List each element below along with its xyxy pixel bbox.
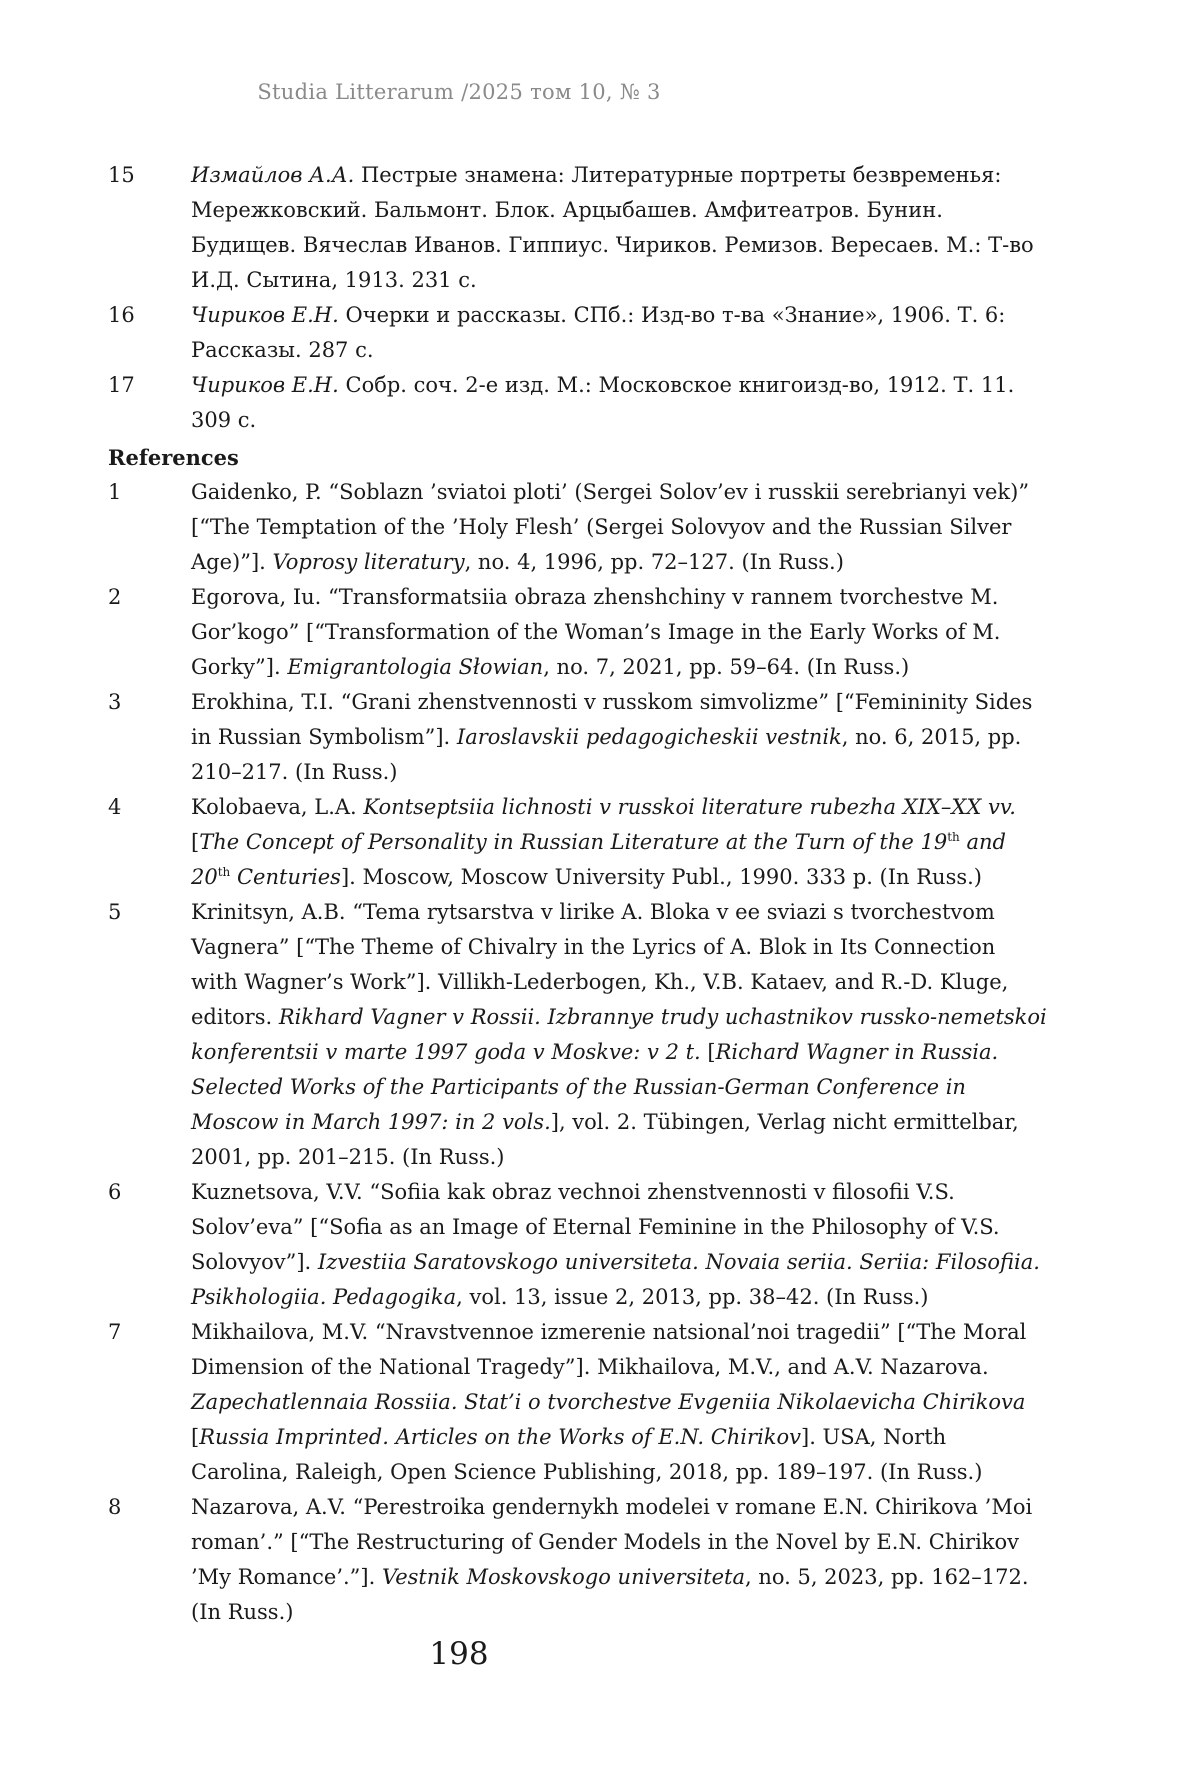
entry-plain: Krinitsyn, A.B. “Tema rytsarstva v lirike A. Bloka v ee sviazi s tvorchestvom Vagnera” [“The Theme of Chivalry in the Lyrics of A. Blok in Its Connection with Wagner’s Work”]. Villikh-Lederbogen, Kh., V.B. Kataev, and R.-D. Kluge, editors. — [191, 900, 1009, 1029]
entry-italic: Kontseptsiia lichnosti v russkoi literature rubezha XIX–XX vv. — [363, 795, 1016, 819]
entry-body: Очерки и рассказы. СПб.: Изд-во т-ва «Знание», 1906. Т. 6: Рассказы. 287 с. — [191, 303, 1006, 362]
entry-number: 16 — [108, 303, 135, 327]
entry-number: 6 — [108, 1180, 122, 1204]
entry-italic: Izvestiia Saratovskogo universiteta. Novaia seriia. Seriia: Filosofiia. Psikhologiia. Pedagogika — [191, 1250, 1040, 1309]
entry-plain: , no. 6, 2015, pp. 210–217. (In Russ.) — [191, 725, 1022, 784]
entry-italic: Voprosy literatury — [272, 550, 465, 574]
entry-text — [191, 1175, 1048, 1315]
entry-number: 3 — [108, 690, 122, 714]
page-number: 198 — [429, 1636, 489, 1672]
entry-plain: , no. 7, 2021, pp. 59–64. (In Russ.) — [543, 655, 910, 679]
list-item — [108, 790, 1048, 895]
entry-text — [191, 790, 1048, 895]
entry-author: Чириков Е.Н. — [191, 303, 339, 327]
entry-plain: ]. Moscow, Moscow University Publ., 1990. 333 p. (In Russ.) — [340, 865, 982, 889]
entry-superscript: th — [217, 865, 231, 879]
entry-plain: Nazarova, A.V. “Perestroika gendernykh modelei v romane E.N. Chirikova ’Moi roman’.” [“The Restructuring of Gender Models in the Novel by E.N. Chirikov ’My Romance’.”]. — [191, 1495, 1033, 1589]
list-item — [108, 475, 1048, 580]
entry-text — [191, 368, 1048, 438]
entry-text — [191, 1490, 1048, 1630]
entry-italic: Emigrantologia Słowian — [287, 655, 544, 679]
list-item — [108, 895, 1048, 1175]
entry-text — [191, 158, 1048, 298]
entry-italic: Richard Wagner in Russia. Selected Works of the Participants of the Russian-German Conference in Moscow in March 1997: in 2 vols. — [191, 1040, 999, 1134]
list-item — [108, 298, 1048, 368]
entry-plain: ]. USA, North Carolina, Raleigh, Open Science Publishing, 2018, pp. 189–197. (In Russ.) — [191, 1425, 983, 1484]
list-item — [108, 368, 1048, 438]
entry-number: 17 — [108, 373, 135, 397]
entry-plain: Kuznetsova, V.V. “Sofiia kak obraz vechnoi zhenstvennosti v filosofii V.S. Solov’eva” [“Sofia as an Image of Eternal Feminine in the Philosophy of V.S. Solovyov”]. — [191, 1180, 1000, 1274]
entry-plain: , vol. 13, issue 2, 2013, pp. 38–42. (In Russ.) — [456, 1285, 929, 1309]
entry-text — [191, 685, 1048, 790]
entry-number: 4 — [108, 795, 122, 819]
entry-author: Чириков Е.Н. — [191, 373, 339, 397]
entry-plain: Egorova, Iu. “Transformatsiia obraza zhenshchiny v rannem tvorchestve M. Gor’kogo” [“Transformation of the Woman’s Image in the Early Works of M. Gorky”]. — [191, 585, 1001, 679]
list-item — [108, 580, 1048, 685]
entry-italic: Centuries — [236, 865, 341, 889]
entry-number: 7 — [108, 1320, 122, 1344]
entry-plain: [ — [191, 1425, 200, 1449]
entry-plain: Kolobaeva, L.A. — [191, 795, 357, 819]
entry-italic: Zapechatlennaia Rossiia. Stat’i o tvorchestve Evgeniia Nikolaevicha Chirikova — [191, 1390, 1026, 1414]
literature-list-russian — [108, 158, 1048, 438]
entry-author: Измайлов А.А. — [191, 163, 355, 187]
references-section — [108, 440, 1048, 1630]
list-item — [108, 1315, 1048, 1490]
entry-number: 8 — [108, 1495, 122, 1519]
entry-plain: Gaidenko, P. “Soblazn ’sviatoi ploti’ (Sergei Solov’ev i russkii serebrianyi vek)” [“The Temptation of the ’Holy Flesh’ (Sergei Solovyov and the Russian Silver Age)”]. — [191, 480, 1030, 574]
entry-text — [191, 580, 1048, 685]
entry-number: 2 — [108, 585, 122, 609]
entry-superscript: th — [947, 830, 960, 844]
entry-number: 15 — [108, 163, 135, 187]
entry-plain: , no. 4, 1996, pp. 72–127. (In Russ.) — [464, 550, 844, 574]
list-item — [108, 685, 1048, 790]
entry-plain: Erokhina, T.I. “Grani zhenstvennosti v russkom simvolizme” [“Femininity Sides in Russian Symbolism”]. — [191, 690, 1033, 749]
list-item — [108, 158, 1048, 298]
entry-plain: , no. 5, 2023, pp. 162–172. (In Russ.) — [191, 1565, 1029, 1624]
entry-plain: ], vol. 2. Tübingen, Verlag nicht ermittelbar, 2001, pp. 201–215. (In Russ.) — [191, 1110, 1019, 1169]
entry-text — [191, 475, 1048, 580]
entry-body: Пестрые знамена: Литературные портреты безвременья: Мережковский. Бальмонт. Блок. Арцыбашев. Амфитеатров. Бунин. Будищев. Вячеслав Иванов. Гиппиус. Чириков. Ремизов. Вересаев. М.: Т-во И.Д. Сытина, 1913. 231 с. — [191, 163, 1034, 292]
entry-text — [191, 1315, 1048, 1490]
entry-text — [191, 298, 1048, 368]
list-item — [108, 1490, 1048, 1630]
entry-body: Собр. соч. 2-е изд. М.: Московское книгоизд-во, 1912. Т. 11. 309 с. — [191, 373, 1015, 432]
entry-italic: Rikhard Vagner v Rossii. Izbrannye trudy uchastnikov russko-nemetskoi konferentsii v marte 1997 goda v Moskve: v 2 t. — [191, 1005, 1047, 1064]
entry-italic: Vestnik Moskovskogo universiteta — [381, 1565, 745, 1589]
references-heading: References — [108, 445, 239, 470]
entry-italic: and 20 — [191, 830, 1006, 889]
entry-plain: Mikhailova, M.V. “Nravstvennoe izmerenie natsional’noi tragedii” [“The Moral Dimension of the National Tragedy”]. Mikhailova, M.V., and A.V. Nazarova. — [191, 1320, 1027, 1379]
list-item — [108, 1175, 1048, 1315]
entry-italic: Russia Imprinted. Articles on the Works of E.N. Chirikov — [199, 1425, 802, 1449]
entry-plain: [ — [707, 1040, 716, 1064]
entry-italic: Iaroslavskii pedagogicheskii vestnik — [456, 725, 842, 749]
entry-number: 1 — [108, 480, 122, 504]
entry-number: 5 — [108, 900, 122, 924]
entry-italic: The Concept of Personality in Russian Literature at the Turn of the 19 — [199, 830, 948, 854]
running-header: Studia Litterarum /2025 том 10, № 3 — [257, 80, 661, 104]
entry-text — [191, 895, 1048, 1175]
entry-plain: [ — [191, 830, 200, 854]
